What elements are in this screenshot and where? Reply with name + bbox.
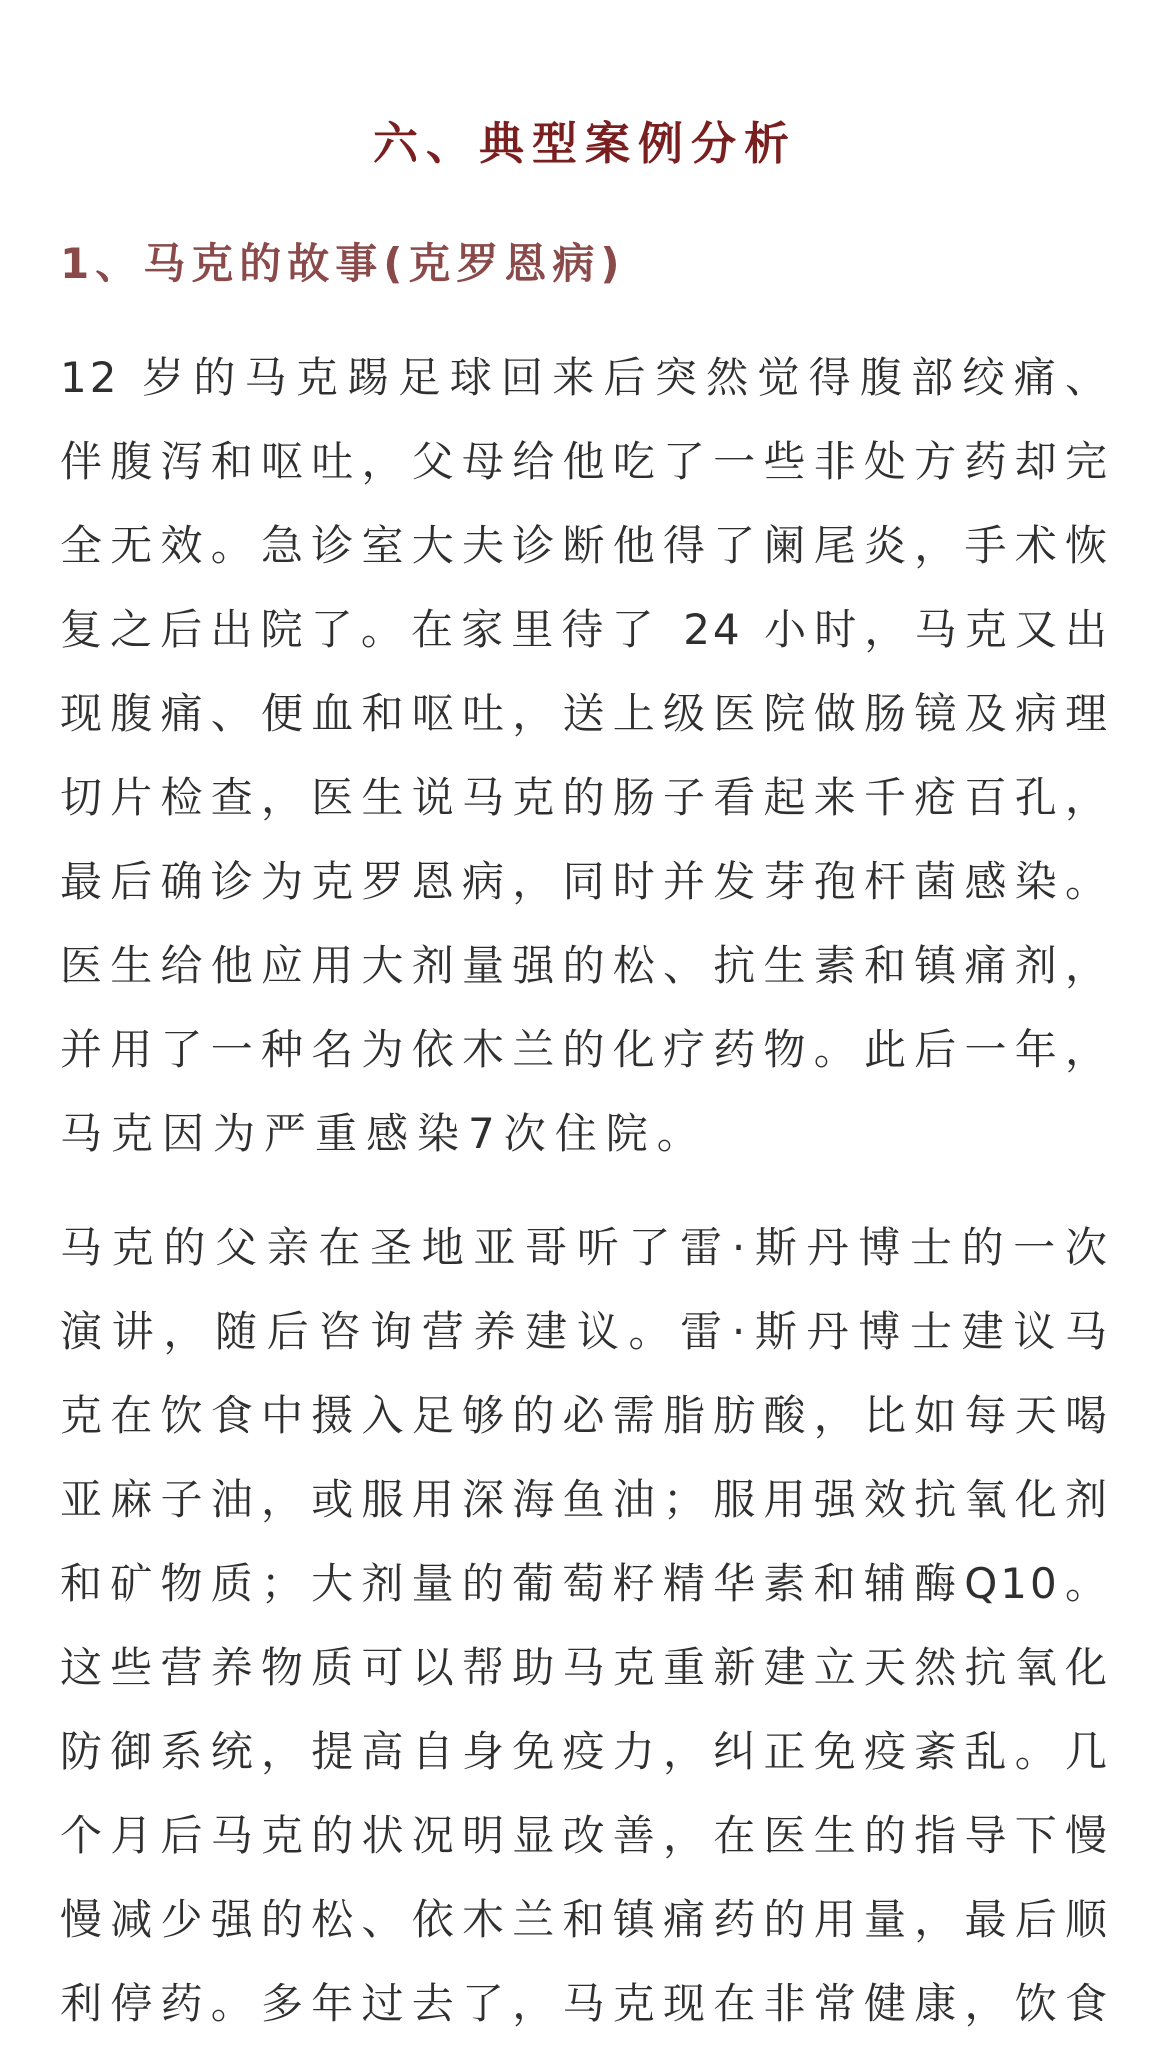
- text-line: 防御系统，提高自身免疫力，纠正免疫紊乱。几: [60, 1727, 1110, 1776]
- text-line: 全无效。急诊室大夫诊断他得了阑尾炎，手术恢: [60, 521, 1110, 570]
- text-line: 演讲，随后咨询营养建议。雷·斯丹博士建议马: [60, 1307, 1110, 1356]
- text-line: 复之后出院了。在家里待了 24 小时，马克又出: [60, 605, 1110, 654]
- text-line: 马克因为严重感染7次住院。: [60, 1109, 708, 1158]
- text-line: 和矿物质；大剂量的葡萄籽精华素和辅酶Q10。: [60, 1559, 1110, 1608]
- text-line: 慢减少强的松、依木兰和镇痛药的用量，最后顺: [60, 1895, 1110, 1944]
- text-line: 12 岁的马克踢足球回来后突然觉得腹部绞痛、: [60, 353, 1110, 402]
- text-line: 马克的父亲在圣地亚哥听了雷·斯丹博士的一次: [60, 1223, 1110, 1272]
- paragraph-2: [60, 1206, 1110, 2046]
- text-line: 亚麻子油，或服用深海鱼油；服用强效抗氧化剂: [60, 1475, 1110, 1524]
- text-line: 克在饮食中摄入足够的必需脂肪酸，比如每天喝: [60, 1391, 1110, 1440]
- text-line: 伴腹泻和呕吐，父母给他吃了一些非处方药却完: [60, 437, 1110, 486]
- paragraph-1: [60, 336, 1110, 1176]
- text-line: 最后确诊为克罗恩病，同时并发芽孢杆菌感染。: [60, 857, 1110, 906]
- text-line: 医生给他应用大剂量强的松、抗生素和镇痛剂，: [60, 941, 1110, 990]
- text-line: 并用了一种名为依木兰的化疗药物。此后一年，: [60, 1025, 1110, 1074]
- text-line: 利停药。多年过去了，马克现在非常健康，饮食: [60, 1979, 1110, 2028]
- case-title: 1、马克的故事(克罗恩病): [60, 239, 626, 288]
- text-line: 切片检查，医生说马克的肠子看起来千疮百孔，: [60, 773, 1110, 822]
- text-line: 个月后马克的状况明显改善，在医生的指导下慢: [60, 1811, 1110, 1860]
- text-line: 这些营养物质可以帮助马克重新建立天然抗氧化: [60, 1643, 1110, 1692]
- text-line: 现腹痛、便血和呕吐，送上级医院做肠镜及病理: [60, 689, 1110, 738]
- section-title: 六、典型案例分析: [372, 117, 797, 170]
